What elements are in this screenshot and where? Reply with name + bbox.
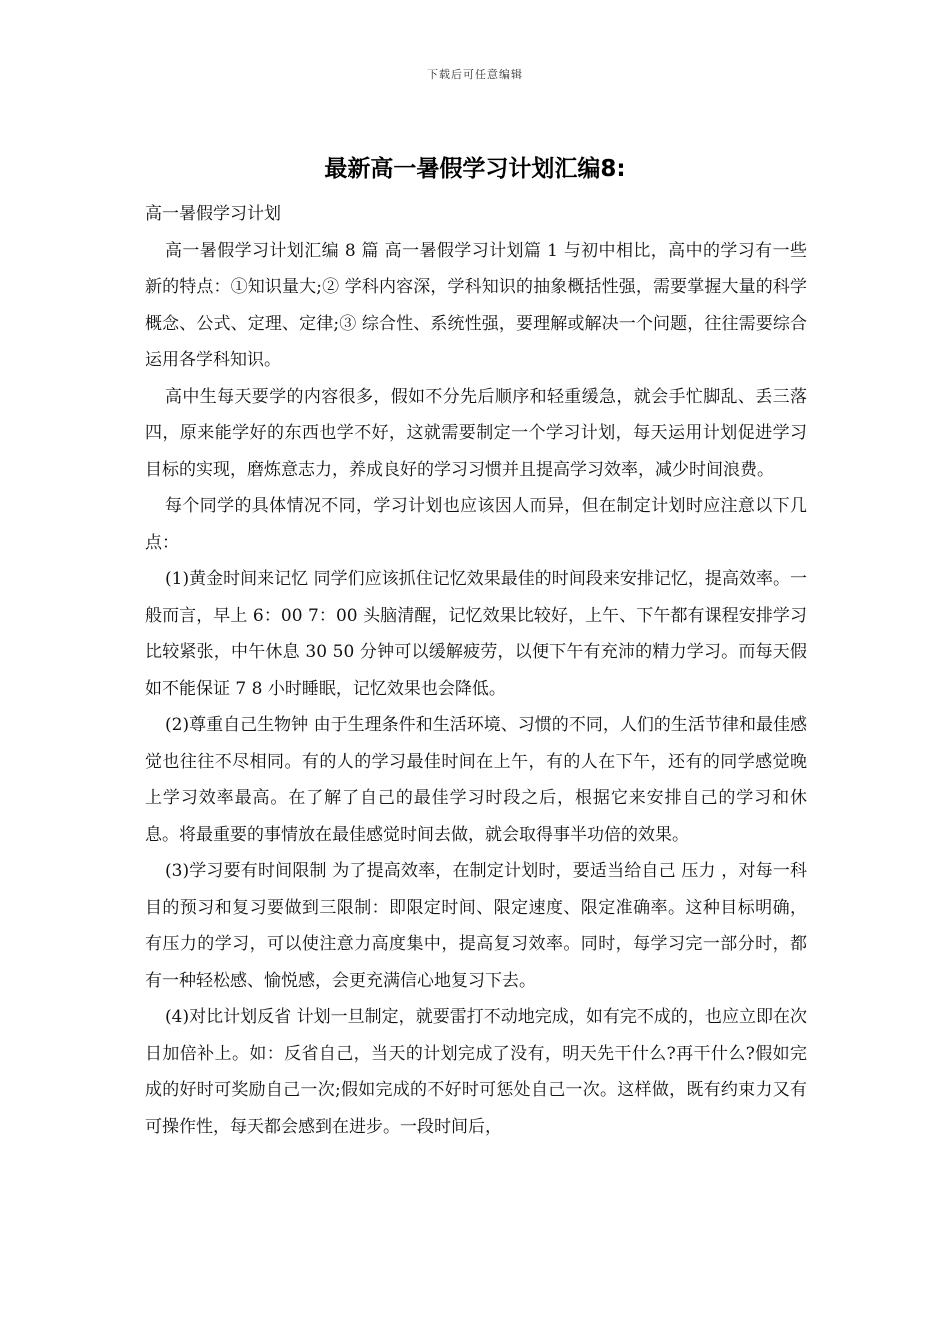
paragraph-point-2: (2)尊重自己生物钟 由于生理条件和生活环境、习惯的不同，人们的生活节律和最佳感觉也往往不尽相同。有的人的学习最佳时间在上午，有的人在下午，还有的同学感觉晚上学习效率最高。在了解了自己的最佳学习时段之后，根据它来安排自己的学习和休息。将最重要的事情放在最佳感觉时间去做，就会取得事半功倍的效果。 — [145, 715, 807, 845]
paragraph-intro: 高一暑假学习计划汇编 8 篇 高一暑假学习计划篇 1 与初中相比，高中的学习有一些新的特点：①知识量大;② 学科内容深，学科知识的抽象概括性强，需要掌握大量的科学概念、公式、定理、定律;③ 综合性、系统性强，要理解或解决一个问题，往往需要综合运用各学科知识。 — [145, 240, 807, 370]
paragraph-daily-load: 高中生每天要学的内容很多，假如不分先后顺序和轻重缓急，就会手忙脚乱、丢三落四，原来能学好的东西也学不好，这就需要制定一个学习计划，每天运用计划促进学习目标的实现，磨炼意志力，养成良好的学习习惯并且提高学习效率，减少时间浪费。 — [145, 386, 807, 480]
paragraph-point-4: (4)对比计划反省 计划一旦制定，就要雷打不动地完成，如有完不成的，也应立即在次日加倍补上。如：反省自己，当天的计划完成了没有，明天先干什么?再干什么?假如完成的好时可奖励自己一次;假如完成的不好时可惩处自己一次。这样做，既有约束力又有可操作性，每天都会感到在进步。一段时间后， — [145, 1007, 807, 1137]
paragraph-point-1: (1)黄金时间来记忆 同学们应该抓住记忆效果最佳的时间段来安排记忆，提高效率。一般而言，早上 6：00 7：00 头脑清醒，记忆效果比较好，上午、下午都有课程安排学习比较紧张，中午休息 30 50 分钟可以缓解疲劳，以便下午有充沛的精力学习。而每天假如不能保证 7 8 小时睡眠，记忆效果也会降低。 — [145, 569, 807, 699]
page-header-note: 下载后可任意编辑 — [427, 68, 523, 81]
section-subheading: 高一暑假学习计划 — [145, 204, 281, 224]
document-title: 最新高一暑假学习计划汇编8: — [324, 156, 626, 182]
document-body — [145, 196, 807, 1145]
paragraph-individual: 每个同学的具体情况不同，学习计划也应该因人而异，但在制定计划时应注意以下几点： — [145, 496, 807, 553]
paragraph-point-3: (3)学习要有时间限制 为了提高效率，在制定计划时，要适当给自己 压力 ，对每一科目的预习和复习要做到三限制：即限定时间、限定速度、限定准确率。这种目标明确，有压力的学习，可以使注意力高度集中，提高复习效率。同时，每学习完一部分时，都有一种轻松感、愉悦感，会更充满信心地复习下去。 — [145, 861, 807, 991]
